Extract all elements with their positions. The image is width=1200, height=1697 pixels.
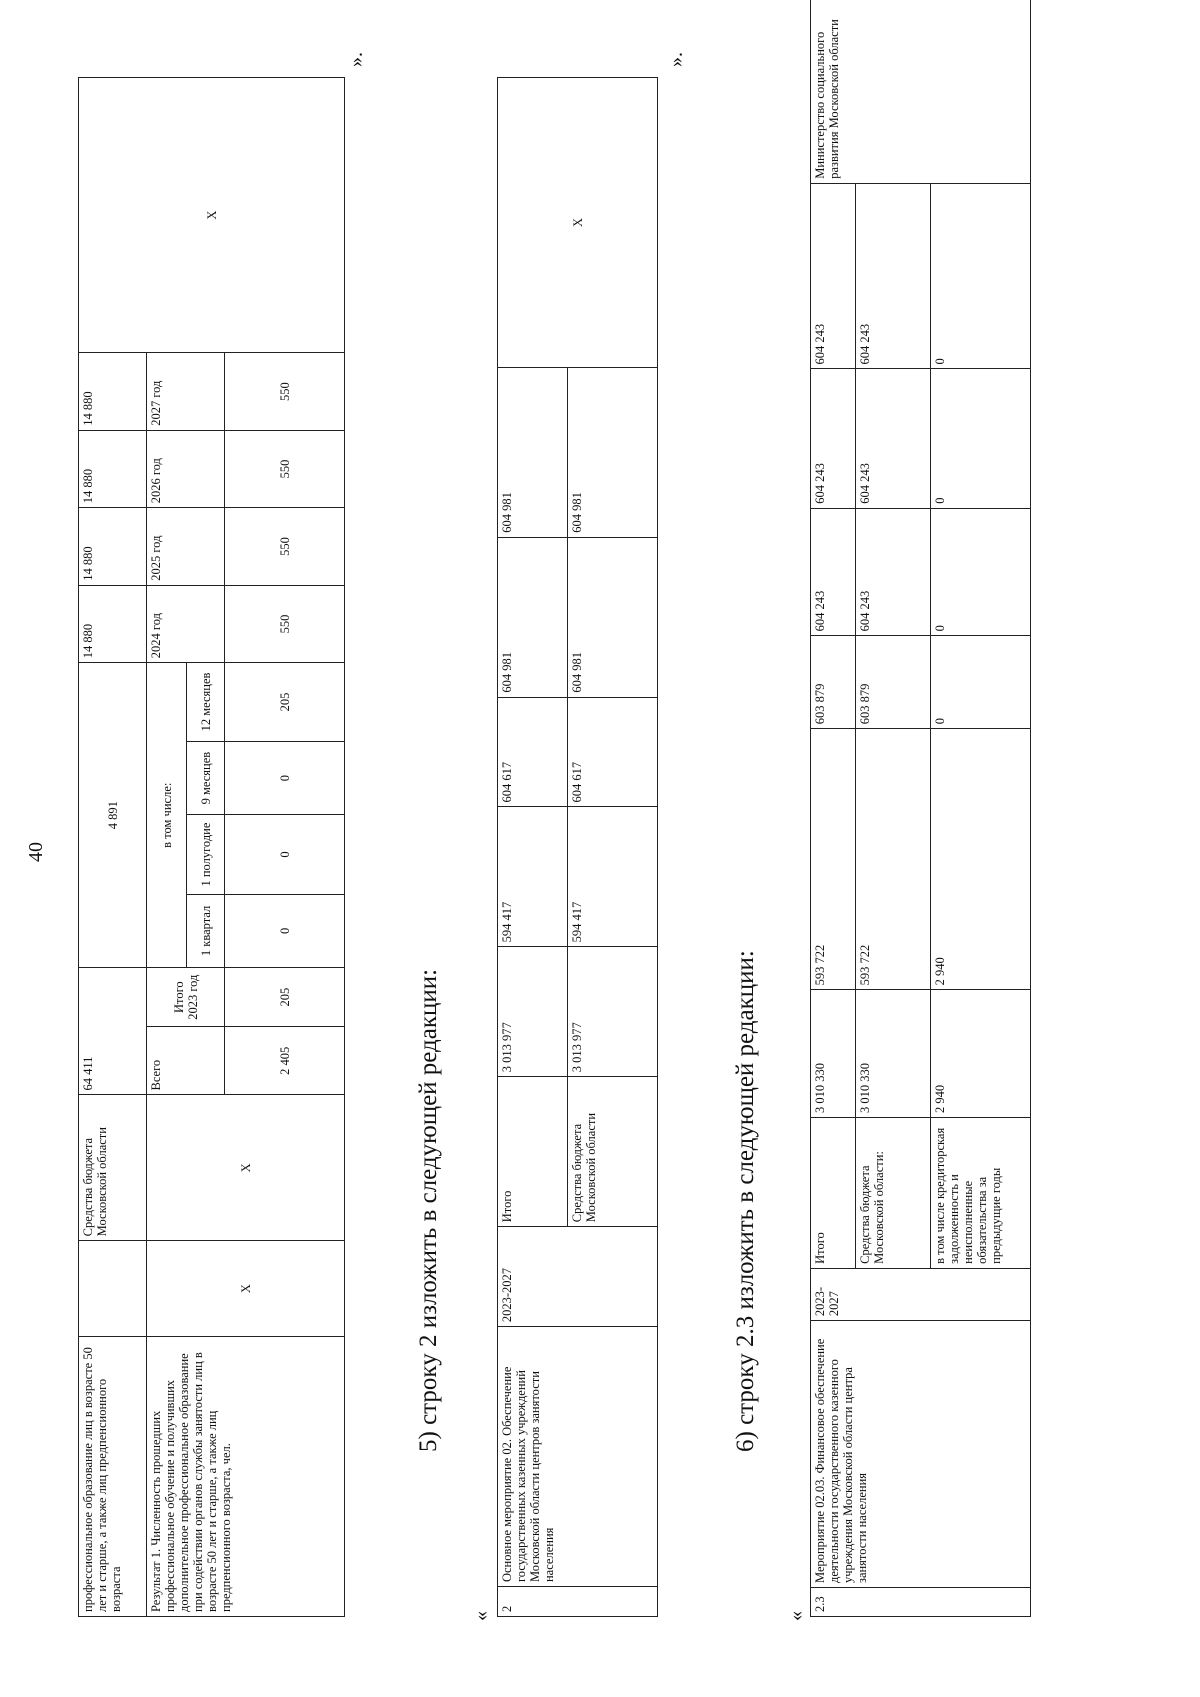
t3-executor: Министерство социального развития Московской области (811, 0, 1031, 183)
t3-title: Мероприятие 02.03. Финансовое обеспечение деятельности государственного казенного учреждения Московской области центра занятости населения (811, 1321, 1031, 1588)
t1-v-2026: 550 (225, 430, 345, 507)
t3-y2024-1: 603 879 (811, 636, 856, 729)
t2-y2023: 594 417 (498, 807, 568, 947)
heading-6: 6) строку 2.3 изложить в следующей редакции: (732, 950, 759, 1452)
t1-v-q1: 0 (225, 894, 345, 968)
t3-y2023-2: 593 722 (856, 729, 931, 990)
t1-x3: X (147, 1095, 345, 1241)
t1-y2025: 14 880 (79, 508, 147, 585)
t1-y2023: 4 891 (79, 663, 147, 968)
t1-v-h1: 0 (225, 815, 345, 894)
quote-close-1: ». (345, 52, 367, 67)
t3-y2024-3: 0 (931, 636, 1031, 729)
t1-source: Средства бюджета Московской области (79, 1095, 147, 1241)
t1-x2: X (147, 1241, 345, 1337)
t1-h-itogo: Итого 2023 год (147, 968, 225, 1027)
t1-h-12m: 12 месяцев (187, 663, 225, 741)
t3-y2027-2: 604 243 (856, 183, 931, 369)
t1-v-2027: 550 (225, 353, 345, 430)
t3-y2027-3: 0 (931, 183, 1031, 369)
t2-src2: Средства бюджета Московской области (568, 1077, 658, 1227)
t2-total-b: 3 013 977 (568, 947, 658, 1077)
t1-v-2024: 550 (225, 585, 345, 662)
t3-y2025-3: 0 (931, 508, 1031, 636)
t3-y2026-1: 604 243 (811, 369, 856, 508)
quote-open-1: « (470, 1611, 492, 1621)
t3-y2025-2: 604 243 (856, 508, 931, 636)
t3-y2023-1: 593 722 (811, 729, 856, 990)
t1-empty-a (79, 1241, 147, 1337)
t3-num: 2.3 (811, 1588, 1031, 1617)
t1-row-title: профессиональное образование лиц в возрасте 50 лет и старше, а также лиц предпенсионного возраста (79, 1336, 147, 1616)
t1-h-2027: 2027 год (147, 353, 225, 430)
t3-src1: Итого (811, 1118, 856, 1269)
table-2 (497, 77, 658, 1617)
t1-y2026: 14 880 (79, 430, 147, 507)
t1-y2027: 14 880 (79, 353, 147, 430)
t3-period: 2023-2027 (811, 1268, 1031, 1320)
t2-y2026-b: 604 981 (568, 367, 658, 537)
t2-y2024: 604 617 (498, 697, 568, 807)
t2-x-mark: X (498, 78, 658, 368)
quote-open-2: « (785, 1611, 807, 1621)
quote-close-2: ». (665, 52, 687, 67)
t1-total: 64 411 (79, 968, 147, 1095)
t1-h-q1: 1 квартал (187, 894, 225, 968)
t3-y2024-2: 603 879 (856, 636, 931, 729)
t2-total: 3 013 977 (498, 947, 568, 1077)
t2-period: 2023-2027 (498, 1227, 658, 1327)
t3-src2: Средства бюджета Московской области: (856, 1118, 931, 1269)
t3-src3: в том числе кредиторская задолженность и неисполненные обязательства за предыдущие годы (931, 1118, 1031, 1269)
t1-h-2026: 2026 год (147, 430, 225, 507)
heading-5: 5) строку 2 изложить в следующей редакции: (415, 968, 442, 1452)
t2-num: 2 (498, 1587, 658, 1617)
t2-title: Основное мероприятие 02. Обеспечение государственных казенных учреждений Московской области центров занятости населения (498, 1327, 658, 1587)
t2-y2025-b: 604 981 (568, 537, 658, 697)
t2-y2024-b: 604 617 (568, 697, 658, 807)
t1-h-2024: 2024 год (147, 585, 225, 662)
t1-h-h1: 1 полугодие (187, 815, 225, 894)
t1-h-9m: 9 месяцев (187, 741, 225, 815)
t3-total3: 2 940 (931, 990, 1031, 1118)
t3-y2023-3: 2 940 (931, 729, 1031, 990)
t3-total2: 3 010 330 (856, 990, 931, 1118)
t1-result-title: Результат 1. Численность прошедших профессиональное обучение и получивших дополнительное профессиональное образование при содействии органов службы занятости лиц в возрасте 50 лет и старше, а также лиц предпенсионного возраста, чел. (147, 1336, 345, 1616)
page-number: 40 (25, 842, 47, 862)
t1-h-total: Всего (147, 1027, 225, 1095)
t3-y2026-3: 0 (931, 369, 1031, 508)
t2-y2026: 604 981 (498, 367, 568, 537)
t3-y2027-1: 604 243 (811, 183, 856, 369)
t1-x-mark: X (79, 78, 345, 353)
t1-h-2025: 2025 год (147, 508, 225, 585)
t1-v-total: 2 405 (225, 1027, 345, 1095)
t1-v-itogo: 205 (225, 968, 345, 1027)
t2-y2023-b: 594 417 (568, 807, 658, 947)
t3-total1: 3 010 330 (811, 990, 856, 1118)
t3-y2025-1: 604 243 (811, 508, 856, 636)
t1-v-12m: 205 (225, 663, 345, 741)
t1-v-9m: 0 (225, 741, 345, 815)
t2-y2025: 604 981 (498, 537, 568, 697)
t1-v-2025: 550 (225, 508, 345, 585)
t1-h-incl: в том числе: (147, 663, 187, 968)
table-3 (810, 0, 1031, 1617)
t3-y2026-2: 604 243 (856, 369, 931, 508)
t2-src1: Итого (498, 1077, 568, 1227)
t1-y2024: 14 880 (79, 585, 147, 662)
table-1 (78, 77, 345, 1617)
